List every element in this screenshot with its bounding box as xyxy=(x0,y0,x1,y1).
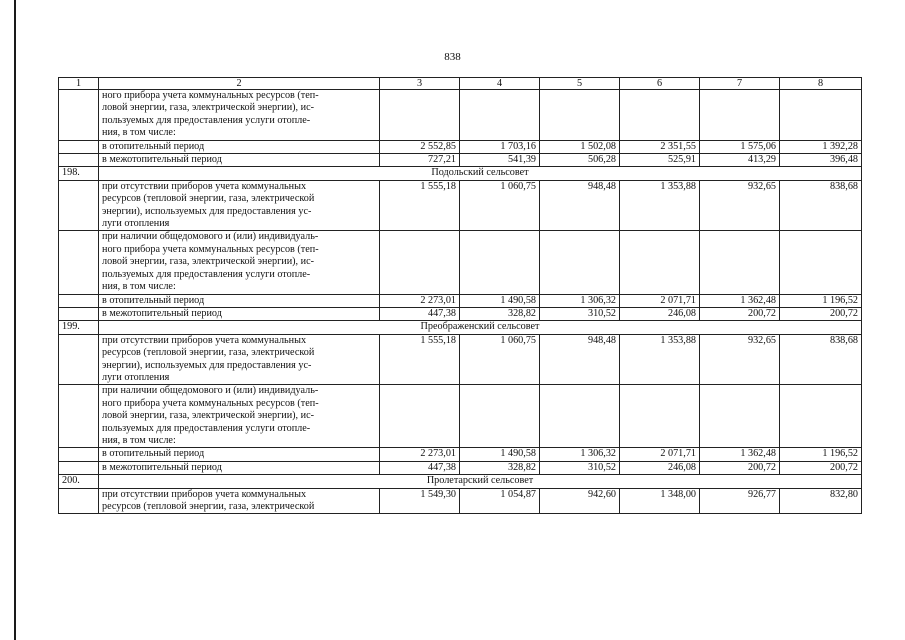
value-cell: 2 273,01 xyxy=(380,448,460,461)
value-cell: 1 575,06 xyxy=(700,140,780,153)
value-cell xyxy=(380,385,460,448)
value-cell: 328,82 xyxy=(460,461,540,474)
section-title: Преображенский сельсовет xyxy=(99,321,862,334)
value-cell xyxy=(780,90,862,141)
value-cell: 838,68 xyxy=(780,180,862,231)
value-cell xyxy=(780,231,862,294)
value-cell: 2 071,71 xyxy=(620,448,700,461)
description-cell xyxy=(99,461,380,474)
section-number: 199. xyxy=(59,321,99,334)
value-cell: 246,08 xyxy=(620,461,700,474)
description-line: пользуемых для предоставления услуги отопле- xyxy=(102,268,311,280)
description-line: ния, в том числе: xyxy=(102,281,176,293)
row-number-cell xyxy=(59,294,99,307)
table-row xyxy=(59,448,862,461)
value-cell: 1 362,48 xyxy=(700,448,780,461)
value-cell: 838,68 xyxy=(780,334,862,385)
value-cell: 525,91 xyxy=(620,154,700,167)
description-line: ния, в том числе: xyxy=(102,127,176,139)
value-cell xyxy=(380,231,460,294)
value-cell: 932,65 xyxy=(700,334,780,385)
section-row xyxy=(59,167,862,180)
value-cell: 1 306,32 xyxy=(540,448,620,461)
description-cell xyxy=(99,385,380,448)
page-number: 838 xyxy=(444,51,461,63)
value-cell: 948,48 xyxy=(540,334,620,385)
table-row xyxy=(59,180,862,231)
description-line: энергии), используемых для предоставления ус- xyxy=(102,359,312,371)
description-line: луги отопления xyxy=(102,218,170,230)
value-cell: 1 362,48 xyxy=(700,294,780,307)
value-cell xyxy=(380,90,460,141)
value-cell: 310,52 xyxy=(540,461,620,474)
value-cell: 727,21 xyxy=(380,154,460,167)
value-cell: 447,38 xyxy=(380,307,460,320)
column-header: 8 xyxy=(780,78,862,90)
table-row xyxy=(59,307,862,320)
value-cell: 328,82 xyxy=(460,307,540,320)
description-cell xyxy=(99,448,380,461)
description-cell xyxy=(99,231,380,294)
description-line: ресурсов (тепловой энергии, газа, электрической xyxy=(102,193,315,205)
description-line: в отопительный период xyxy=(102,294,205,306)
description-line: ния, в том числе: xyxy=(102,434,176,446)
row-number-cell xyxy=(59,461,99,474)
row-number-cell xyxy=(59,448,99,461)
value-cell xyxy=(540,385,620,448)
row-number-cell xyxy=(59,154,99,167)
value-cell: 942,60 xyxy=(540,488,620,514)
value-cell: 1 549,30 xyxy=(380,488,460,514)
description-cell xyxy=(99,90,380,141)
column-header: 1 xyxy=(59,78,99,90)
description-cell xyxy=(99,307,380,320)
value-cell: 1 555,18 xyxy=(380,180,460,231)
value-cell: 2 071,71 xyxy=(620,294,700,307)
value-cell xyxy=(700,385,780,448)
column-header: 2 xyxy=(99,78,380,90)
column-header: 6 xyxy=(620,78,700,90)
description-cell xyxy=(99,294,380,307)
description-line: ловой энергии, газа, электрической энергии), ис- xyxy=(102,102,315,114)
table-row xyxy=(59,140,862,153)
row-number-cell xyxy=(59,180,99,231)
description-line: ного прибора учета коммунальных ресурсов (теп- xyxy=(102,397,319,409)
description-cell xyxy=(99,154,380,167)
value-cell: 1 502,08 xyxy=(540,140,620,153)
description-line: при отсутствии приборов учета коммунальных xyxy=(102,334,307,346)
row-number-cell xyxy=(59,488,99,514)
description-line: ресурсов (тепловой энергии, газа, электрической xyxy=(102,347,315,359)
value-cell: 2 552,85 xyxy=(380,140,460,153)
description-line: луги отопления xyxy=(102,371,170,383)
description-line: при наличии общедомового и (или) индивидуаль- xyxy=(102,231,319,243)
section-number: 198. xyxy=(59,167,99,180)
value-cell: 932,65 xyxy=(700,180,780,231)
row-number-cell xyxy=(59,334,99,385)
description-cell xyxy=(99,334,380,385)
value-cell: 1 353,88 xyxy=(620,180,700,231)
value-cell: 1 348,00 xyxy=(620,488,700,514)
value-cell: 1 060,75 xyxy=(460,334,540,385)
table-body xyxy=(59,78,862,514)
value-cell: 541,39 xyxy=(460,154,540,167)
description-line: ловой энергии, газа, электрической энергии), ис- xyxy=(102,256,315,268)
description-line: в отопительный период xyxy=(102,448,205,460)
row-number-cell xyxy=(59,140,99,153)
value-cell: 200,72 xyxy=(780,461,862,474)
value-cell: 1 555,18 xyxy=(380,334,460,385)
row-number-cell xyxy=(59,307,99,320)
value-cell: 1 490,58 xyxy=(460,448,540,461)
description-cell xyxy=(99,488,380,514)
value-cell: 506,28 xyxy=(540,154,620,167)
value-cell: 2 273,01 xyxy=(380,294,460,307)
description-line: пользуемых для предоставления услуги отопле- xyxy=(102,422,311,434)
value-cell: 200,72 xyxy=(700,461,780,474)
value-cell: 1 392,28 xyxy=(780,140,862,153)
value-cell: 200,72 xyxy=(700,307,780,320)
description-line: ловой энергии, газа, электрической энергии), ис- xyxy=(102,410,315,422)
column-header: 5 xyxy=(540,78,620,90)
column-header: 7 xyxy=(700,78,780,90)
section-title: Подольский сельсовет xyxy=(99,167,862,180)
description-cell xyxy=(99,140,380,153)
value-cell xyxy=(540,231,620,294)
description-line: при отсутствии приборов учета коммунальных xyxy=(102,488,307,500)
description-line: при отсутствии приборов учета коммунальных xyxy=(102,180,307,192)
value-cell: 396,48 xyxy=(780,154,862,167)
description-line: в межотопительный период xyxy=(102,154,222,166)
value-cell xyxy=(620,385,700,448)
value-cell: 310,52 xyxy=(540,307,620,320)
table-row xyxy=(59,294,862,307)
description-line: пользуемых для предоставления услуги отопле- xyxy=(102,114,311,126)
table-row xyxy=(59,90,862,141)
value-cell: 1 196,52 xyxy=(780,448,862,461)
value-cell: 447,38 xyxy=(380,461,460,474)
value-cell: 948,48 xyxy=(540,180,620,231)
value-cell: 2 351,55 xyxy=(620,140,700,153)
value-cell: 1 703,16 xyxy=(460,140,540,153)
row-number-cell xyxy=(59,90,99,141)
table-header-row xyxy=(59,78,862,90)
value-cell: 200,72 xyxy=(780,307,862,320)
row-number-cell xyxy=(59,231,99,294)
table-row xyxy=(59,231,862,294)
value-cell xyxy=(540,90,620,141)
description-line: ресурсов (тепловой энергии, газа, электрической xyxy=(102,501,315,512)
value-cell xyxy=(620,231,700,294)
row-number-cell xyxy=(59,385,99,448)
value-cell xyxy=(700,231,780,294)
description-line: в отопительный период xyxy=(102,140,205,152)
table-row xyxy=(59,334,862,385)
value-cell: 246,08 xyxy=(620,307,700,320)
value-cell: 1 490,58 xyxy=(460,294,540,307)
section-row xyxy=(59,475,862,488)
value-cell xyxy=(460,385,540,448)
value-cell: 1 353,88 xyxy=(620,334,700,385)
page-binding-line xyxy=(14,0,16,640)
value-cell xyxy=(620,90,700,141)
column-header: 4 xyxy=(460,78,540,90)
value-cell xyxy=(700,90,780,141)
table-row xyxy=(59,385,862,448)
description-line: при наличии общедомового и (или) индивидуаль- xyxy=(102,385,319,397)
value-cell xyxy=(780,385,862,448)
value-cell: 413,29 xyxy=(700,154,780,167)
value-cell: 1 306,32 xyxy=(540,294,620,307)
value-cell xyxy=(460,90,540,141)
description-line: в межотопительный период xyxy=(102,461,222,473)
value-cell: 1 196,52 xyxy=(780,294,862,307)
value-cell: 1 060,75 xyxy=(460,180,540,231)
table-row xyxy=(59,488,862,514)
column-header: 3 xyxy=(380,78,460,90)
value-cell: 832,80 xyxy=(780,488,862,514)
description-line: в межотопительный период xyxy=(102,307,222,319)
description-line: ного прибора учета коммунальных ресурсов (теп- xyxy=(102,243,319,255)
description-line: ного прибора учета коммунальных ресурсов (теп- xyxy=(102,90,319,101)
value-cell: 926,77 xyxy=(700,488,780,514)
tariff-table xyxy=(58,77,862,514)
value-cell xyxy=(460,231,540,294)
table-row xyxy=(59,461,862,474)
section-number: 200. xyxy=(59,475,99,488)
description-line: энергии), используемых для предоставления ус- xyxy=(102,205,312,217)
description-cell xyxy=(99,180,380,231)
section-row xyxy=(59,321,862,334)
table-row xyxy=(59,154,862,167)
section-title: Пролетарский сельсовет xyxy=(99,475,862,488)
value-cell: 1 054,87 xyxy=(460,488,540,514)
